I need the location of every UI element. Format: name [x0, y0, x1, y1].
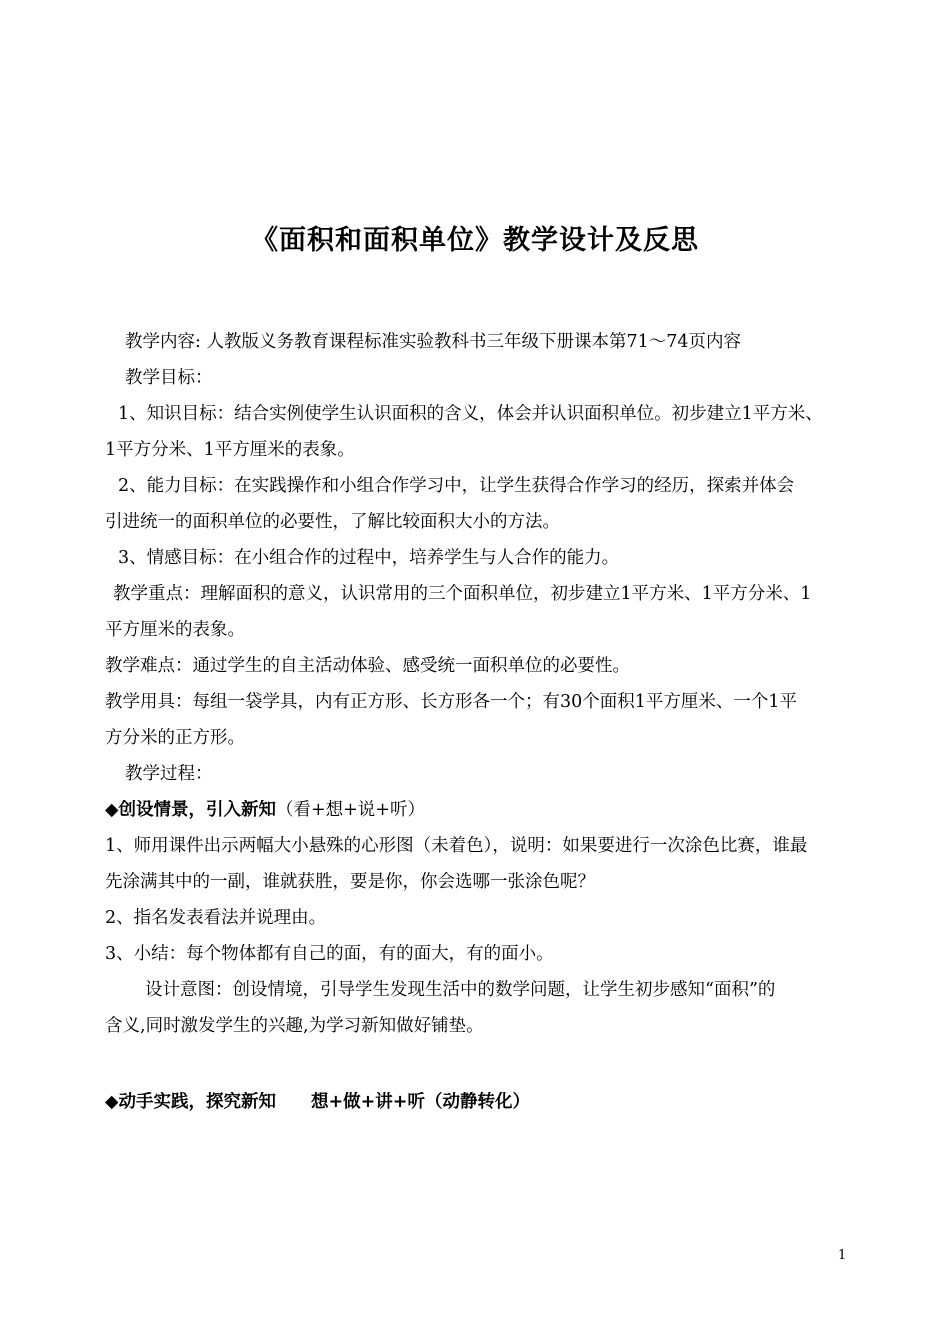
step-3: 3、小结：每个物体都有自己的面，有的面大，有的面小。 [105, 944, 554, 964]
teaching-tools-cont: 方分米的正方形。 [105, 728, 245, 748]
section-heading-1-rest: （看+想+说+听） [275, 800, 425, 820]
teaching-content: 教学内容: 人教版义务教育课程标准实验教科书三年级下册课本第71～74页内容 [125, 332, 741, 352]
teaching-tools: 教学用具：每组一袋学具，内有正方形、长方形各一个；有30个面积1平方厘米、一个1平 [105, 692, 798, 712]
section-heading-1 [105, 800, 850, 820]
section-heading-1-bold: ◆创设情景，引入新知 [105, 800, 276, 820]
teaching-difficulty: 教学难点：通过学生的自主活动体验、感受统一面积单位的必要性。 [105, 656, 630, 676]
design-intent-cont: 含义,同时激发学生的兴趣,为学习新知做好铺垫。 [105, 1016, 484, 1036]
teaching-key-points: 教学重点：理解面积的意义，认识常用的三个面积单位，初步建立1平方米、1平方分米、1 [113, 584, 812, 604]
goal-ability-cont: 引进统一的面积单位的必要性，了解比较面积大小的方法。 [105, 512, 560, 532]
goal-knowledge: 1、知识目标：结合实例使学生认识面积的含义，体会并认识面积单位。初步建立1平方米、 [118, 404, 823, 424]
goal-emotion: 3、情感目标：在小组合作的过程中，培养学生与人合作的能力。 [118, 548, 620, 568]
design-intent: 设计意图：创设情境，引导学生发现生活中的数学问题，让学生初步感知“面积”的 [145, 980, 776, 1000]
step-1-cont: 先涂满其中的一副，谁就获胜，要是你，你会选哪一张涂色呢？ [105, 872, 595, 892]
goal-knowledge-cont: 1平方分米、1平方厘米的表象。 [105, 440, 355, 460]
section-heading-2 [105, 1092, 850, 1112]
step-1: 1、师用课件出示两幅大小悬殊的心形图（未着色），说明：如果要进行一次涂色比赛，谁最 [105, 836, 808, 856]
goal-ability: 2、能力目标：在实践操作和小组合作学习中，让学生获得合作学习的经历，探索并体会 [118, 476, 795, 496]
section-heading-2-text: ◆动手实践，探究新知 想+做+讲+听（动静转化） [105, 1092, 530, 1112]
teaching-goals-label: 教学目标： [125, 368, 213, 388]
document-title: 《面积和面积单位》教学设计及反思 [251, 225, 699, 256]
teaching-key-points-cont: 平方厘米的表象。 [105, 620, 245, 640]
teaching-process-label: 教学过程： [125, 764, 213, 784]
page-number: 1 [838, 1248, 847, 1263]
step-2: 2、指名发表看法并说理由。 [105, 908, 327, 928]
